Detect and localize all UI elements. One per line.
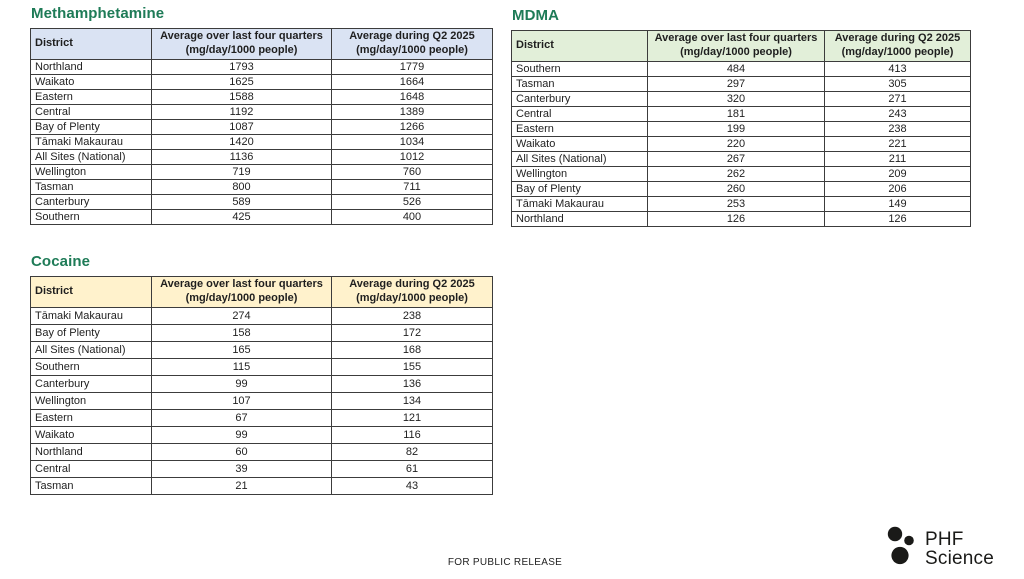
table-row [31,393,493,410]
district-cell: Waikato [31,75,152,90]
avg-four-quarters-cell: 274 [152,308,332,325]
column-header-line2: (mg/day/1000 people) [185,44,298,56]
district-cell: Wellington [31,393,152,410]
district-cell: Tasman [31,478,152,495]
avg-four-quarters-cell: 107 [152,393,332,410]
district-cell: All Sites (National) [512,152,648,167]
column-header-district: District [31,277,152,308]
district-cell: Southern [31,210,152,225]
district-cell: Canterbury [31,195,152,210]
table-row [31,342,493,359]
column-header-avg-four-quarters [152,29,332,60]
logo-text-line2: Science [925,547,994,569]
avg-q2-2025-cell: 209 [825,167,971,182]
table-row [31,444,493,461]
column-header-district: District [31,29,152,60]
cocaine-section [30,253,493,495]
avg-q2-2025-cell: 126 [825,212,971,227]
column-header-line2: (mg/day/1000 people) [185,292,298,304]
district-cell: Central [31,461,152,478]
district-cell: Eastern [31,90,152,105]
district-cell: Eastern [512,122,648,137]
avg-four-quarters-cell: 1588 [152,90,332,105]
logo-text-line1: PHF [925,528,964,550]
header-row [31,29,493,60]
avg-four-quarters-cell: 60 [152,444,332,461]
table-row [512,77,971,92]
column-header-avg-four-quarters [152,277,332,308]
avg-q2-2025-cell: 243 [825,107,971,122]
column-header-avg-q2-2025 [825,31,971,62]
avg-four-quarters-cell: 800 [152,180,332,195]
cocaine-table [30,276,493,495]
avg-four-quarters-cell: 484 [648,62,825,77]
avg-four-quarters-cell: 320 [648,92,825,107]
table-row [512,182,971,197]
avg-four-quarters-cell: 21 [152,478,332,495]
footer-release-note: FOR PUBLIC RELEASE [447,557,563,568]
table-row [512,107,971,122]
table-row [512,122,971,137]
table-row [31,105,493,120]
table-body [31,60,493,225]
column-header-line2: (mg/day/1000 people) [841,46,954,58]
phf-science-logo [884,524,994,573]
district-cell: All Sites (National) [31,150,152,165]
table-row [31,165,493,180]
avg-q2-2025-cell: 134 [332,393,493,410]
column-header-line1: Average during Q2 2025 [834,32,961,45]
district-cell: Wellington [31,165,152,180]
avg-four-quarters-cell: 589 [152,195,332,210]
district-cell: Canterbury [512,92,648,107]
avg-q2-2025-cell: 82 [332,444,493,461]
table-body [512,62,971,227]
district-cell: Waikato [512,137,648,152]
methamphetamine-table [30,28,493,225]
logo-text [925,530,994,568]
district-cell: Eastern [31,410,152,427]
avg-q2-2025-cell: 238 [332,308,493,325]
mdma-table [511,30,971,227]
district-cell: Tāmaki Makaurau [512,197,648,212]
table-row [31,461,493,478]
district-cell: Bay of Plenty [31,325,152,342]
district-cell: Tāmaki Makaurau [31,308,152,325]
table-row [31,180,493,195]
avg-q2-2025-cell: 43 [332,478,493,495]
avg-four-quarters-cell: 220 [648,137,825,152]
avg-q2-2025-cell: 1779 [332,60,493,75]
district-cell: Northland [512,212,648,227]
table-row [31,135,493,150]
column-header-line1: Average over last four quarters [160,278,323,291]
header-row [512,31,971,62]
avg-four-quarters-cell: 115 [152,359,332,376]
avg-q2-2025-cell: 305 [825,77,971,92]
avg-four-quarters-cell: 1087 [152,120,332,135]
table-row [512,92,971,107]
avg-q2-2025-cell: 526 [332,195,493,210]
avg-four-quarters-cell: 165 [152,342,332,359]
column-header-line1: Average over last four quarters [654,32,818,45]
table-title-cocaine: Cocaine [31,253,91,270]
avg-q2-2025-cell: 206 [825,182,971,197]
table-row [31,75,493,90]
column-header-avg-four-quarters [648,31,825,62]
column-header-line2: (mg/day/1000 people) [356,44,468,56]
avg-q2-2025-cell: 271 [825,92,971,107]
avg-q2-2025-cell: 168 [332,342,493,359]
avg-q2-2025-cell: 1012 [332,150,493,165]
avg-q2-2025-cell: 221 [825,137,971,152]
table-row [31,120,493,135]
table-row [512,152,971,167]
column-header-line2: (mg/day/1000 people) [356,292,468,304]
table-row [512,212,971,227]
avg-q2-2025-cell: 136 [332,376,493,393]
avg-four-quarters-cell: 99 [152,427,332,444]
avg-four-quarters-cell: 267 [648,152,825,167]
avg-four-quarters-cell: 253 [648,197,825,212]
avg-four-quarters-cell: 260 [648,182,825,197]
column-header-line1: Average during Q2 2025 [349,30,475,43]
header-row [31,277,493,308]
district-cell: Tasman [31,180,152,195]
district-cell: Tasman [512,77,648,92]
avg-q2-2025-cell: 711 [332,180,493,195]
table-row [512,167,971,182]
avg-q2-2025-cell: 121 [332,410,493,427]
avg-q2-2025-cell: 1664 [332,75,493,90]
avg-q2-2025-cell: 149 [825,197,971,212]
column-header-line1: Average over last four quarters [160,30,323,43]
table-row [512,197,971,212]
column-header-line1: Average during Q2 2025 [349,278,475,291]
avg-four-quarters-cell: 425 [152,210,332,225]
avg-q2-2025-cell: 155 [332,359,493,376]
avg-q2-2025-cell: 172 [332,325,493,342]
table-row [31,210,493,225]
avg-q2-2025-cell: 1266 [332,120,493,135]
avg-four-quarters-cell: 1420 [152,135,332,150]
avg-q2-2025-cell: 116 [332,427,493,444]
avg-q2-2025-cell: 211 [825,152,971,167]
avg-q2-2025-cell: 1389 [332,105,493,120]
district-cell: Southern [512,62,648,77]
avg-q2-2025-cell: 1034 [332,135,493,150]
table-row [31,308,493,325]
mdma-section [511,7,971,227]
column-header-avg-q2-2025 [332,277,493,308]
avg-four-quarters-cell: 199 [648,122,825,137]
table-row [31,90,493,105]
avg-four-quarters-cell: 99 [152,376,332,393]
column-header-district: District [512,31,648,62]
table-row [31,427,493,444]
avg-four-quarters-cell: 158 [152,325,332,342]
table-row [512,62,971,77]
district-cell: Northland [31,60,152,75]
avg-four-quarters-cell: 262 [648,167,825,182]
table-row [31,376,493,393]
avg-four-quarters-cell: 1793 [152,60,332,75]
table-row [31,60,493,75]
district-cell: Bay of Plenty [31,120,152,135]
table-title-mdma: MDMA [512,7,560,24]
avg-four-quarters-cell: 126 [648,212,825,227]
column-header-avg-q2-2025 [332,29,493,60]
avg-q2-2025-cell: 760 [332,165,493,180]
avg-q2-2025-cell: 400 [332,210,493,225]
table-row [512,137,971,152]
district-cell: Southern [31,359,152,376]
district-cell: Northland [31,444,152,461]
table-row [31,195,493,210]
avg-four-quarters-cell: 1625 [152,75,332,90]
district-cell: All Sites (National) [31,342,152,359]
district-cell: Waikato [31,427,152,444]
avg-four-quarters-cell: 181 [648,107,825,122]
district-cell: Wellington [512,167,648,182]
table-body [31,308,493,495]
avg-q2-2025-cell: 1648 [332,90,493,105]
district-cell: Bay of Plenty [512,182,648,197]
avg-q2-2025-cell: 238 [825,122,971,137]
table-row [31,478,493,495]
avg-four-quarters-cell: 39 [152,461,332,478]
avg-q2-2025-cell: 61 [332,461,493,478]
methamphetamine-section [30,5,493,225]
avg-q2-2025-cell: 413 [825,62,971,77]
district-cell: Central [512,107,648,122]
district-cell: Central [31,105,152,120]
table-row [31,325,493,342]
avg-four-quarters-cell: 1136 [152,150,332,165]
avg-four-quarters-cell: 1192 [152,105,332,120]
district-cell: Tāmaki Makaurau [31,135,152,150]
avg-four-quarters-cell: 719 [152,165,332,180]
table-row [31,410,493,427]
avg-four-quarters-cell: 297 [648,77,825,92]
table-row [31,150,493,165]
district-cell: Canterbury [31,376,152,393]
column-header-line2: (mg/day/1000 people) [680,46,792,58]
table-title-methamphetamine: Methamphetamine [31,5,165,22]
table-row [31,359,493,376]
molecule-dots-icon [884,524,918,573]
avg-four-quarters-cell: 67 [152,410,332,427]
